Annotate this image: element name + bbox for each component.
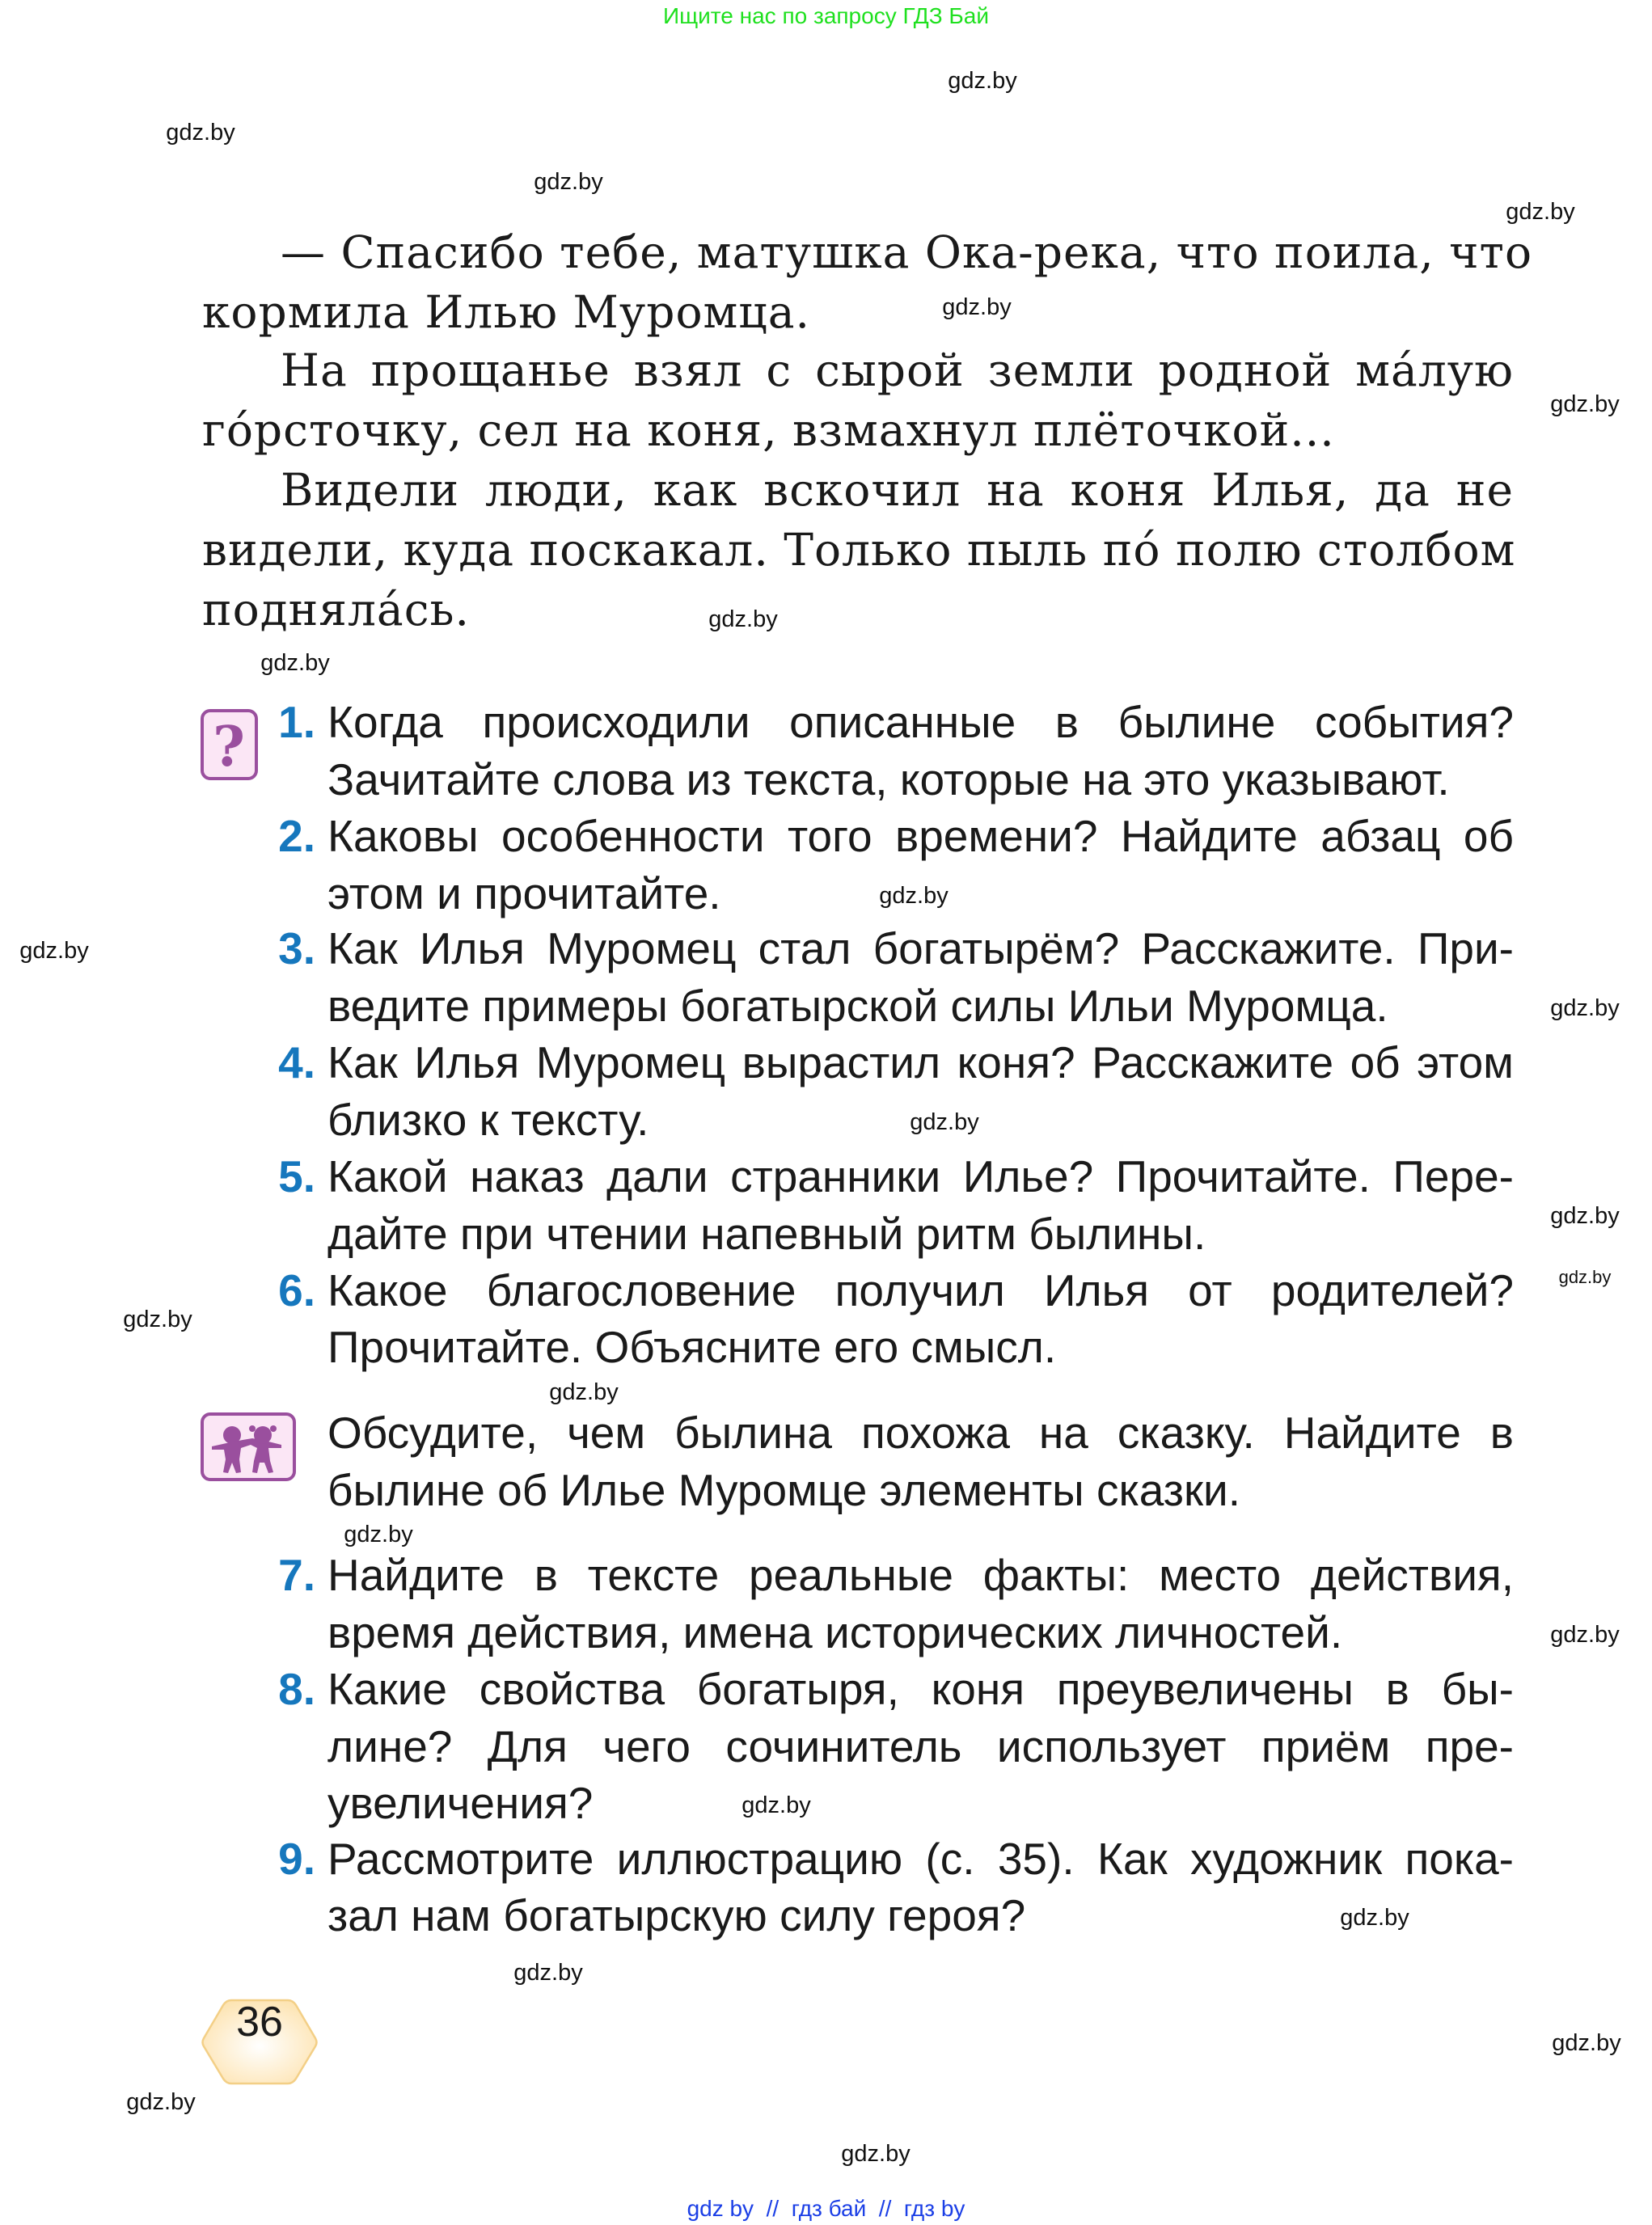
watermark: gdz.by: [879, 883, 949, 909]
watermark: gdz.by: [1340, 1905, 1409, 1931]
question-line: Как Илья Муромец стал богатырём? Расскажите. При-: [327, 923, 1514, 973]
watermark: gdz.by: [942, 294, 1012, 320]
watermark: gdz.by: [126, 2089, 196, 2115]
question-line: Когда происходили описанные в былине события?: [327, 697, 1514, 747]
question-line: время действия, имена исторических личностей.: [327, 1607, 1343, 1657]
question-line: близко к тексту.: [327, 1095, 649, 1145]
question-line: Найдите в тексте реальные факты: место действия,: [327, 1550, 1514, 1600]
watermark: gdz.by: [708, 606, 778, 632]
question-line: дайте при чтении напевный ритм былины.: [327, 1209, 1206, 1259]
watermark: gdz.by: [1550, 995, 1620, 1021]
question-line: Зачитайте слова из текста, которые на это указывают.: [327, 754, 1450, 804]
watermark: gdz.by: [513, 1960, 583, 1986]
watermark: gdz.by: [1550, 1622, 1620, 1648]
passage-line: кормила Илью Муромца.: [202, 286, 810, 338]
question-number: 4.: [278, 1037, 315, 1087]
question-line: Прочитайте. Объясните его смысл.: [327, 1322, 1057, 1372]
watermark: gdz.by: [1550, 1203, 1620, 1229]
question-line: Какие свойства богатыря, коня преувеличены в бы-: [327, 1664, 1514, 1714]
question-line: этом и прочитайте.: [327, 868, 721, 918]
question-number: 5.: [278, 1151, 315, 1201]
search-banner: Ищите нас по запросу ГДЗ Бай: [662, 3, 990, 28]
footer-links[interactable]: gdz by // гдз бай // гдз by: [687, 2196, 965, 2221]
watermark: gdz.by: [1506, 199, 1575, 225]
passage-line: На прощанье взял с сырой земли родной ма́лую: [281, 344, 1514, 396]
watermark: gdz.by: [1558, 1267, 1612, 1287]
svg-text:?: ?: [213, 715, 245, 777]
watermark: gdz.by: [19, 938, 89, 964]
watermark: gdz.by: [948, 68, 1017, 94]
question-number: 6.: [278, 1265, 315, 1315]
passage-line: Видели люди, как вскочил на коня Илья, да не: [281, 464, 1514, 516]
discussion-line: былине об Илье Муромце элементы сказки.: [327, 1465, 1241, 1515]
question-line: Каковы особенности того времени? Найдите абзац об: [327, 811, 1514, 861]
watermark: gdz.by: [1552, 2030, 1621, 2056]
question-line: Какой наказ дали странники Илье? Прочитайте. Пере-: [327, 1151, 1514, 1201]
watermark: gdz.by: [344, 1522, 413, 1547]
discussion-line: Обсудите, чем былина похожа на сказку. Найдите в: [327, 1408, 1514, 1458]
question-number: 9.: [278, 1834, 315, 1884]
watermark: gdz.by: [741, 1792, 811, 1818]
passage-line: видели, куда поскакал. Только пыль по́ полю столбом: [202, 524, 1516, 576]
question-line: Какое благословение получил Илья от родителей?: [327, 1265, 1514, 1315]
passage-line: го́рсточку, сел на коня, взмахнул плёточкой...: [202, 404, 1335, 456]
watermark: gdz.by: [841, 2141, 911, 2167]
question-line: увеличения?: [327, 1778, 594, 1828]
question-number: 3.: [278, 923, 315, 973]
watermark: gdz.by: [260, 650, 330, 676]
question-line: ведите примеры богатырской силы Ильи Муромца.: [327, 981, 1388, 1031]
passage-line: — Спасибо тебе, матушка Ока-река, что поила, что: [281, 226, 1533, 278]
watermark: gdz.by: [910, 1109, 979, 1135]
page-number: 36: [236, 1999, 283, 2046]
question-line: Рассмотрите иллюстрацию (с. 35). Как художник пока-: [327, 1834, 1514, 1884]
question-number: 7.: [278, 1550, 315, 1600]
question-line: зал нам богатырскую силу героя?: [327, 1890, 1026, 1940]
page-number-badge: [201, 1998, 319, 2086]
watermark: gdz.by: [166, 120, 235, 146]
question-number: 8.: [278, 1664, 315, 1714]
passage-line: подняла́сь.: [202, 584, 470, 635]
pair-work-icon: [201, 1412, 296, 1481]
watermark: gdz.by: [534, 169, 603, 195]
watermark: gdz.by: [549, 1379, 619, 1405]
question-number: 2.: [278, 811, 315, 861]
question-line: лине? Для чего сочинитель использует приём пре-: [327, 1721, 1514, 1771]
question-number: 1.: [278, 697, 315, 747]
watermark: gdz.by: [123, 1307, 192, 1332]
question-line: Как Илья Муромец вырастил коня? Расскажите об этом: [327, 1037, 1514, 1087]
watermark: gdz.by: [1550, 391, 1620, 417]
